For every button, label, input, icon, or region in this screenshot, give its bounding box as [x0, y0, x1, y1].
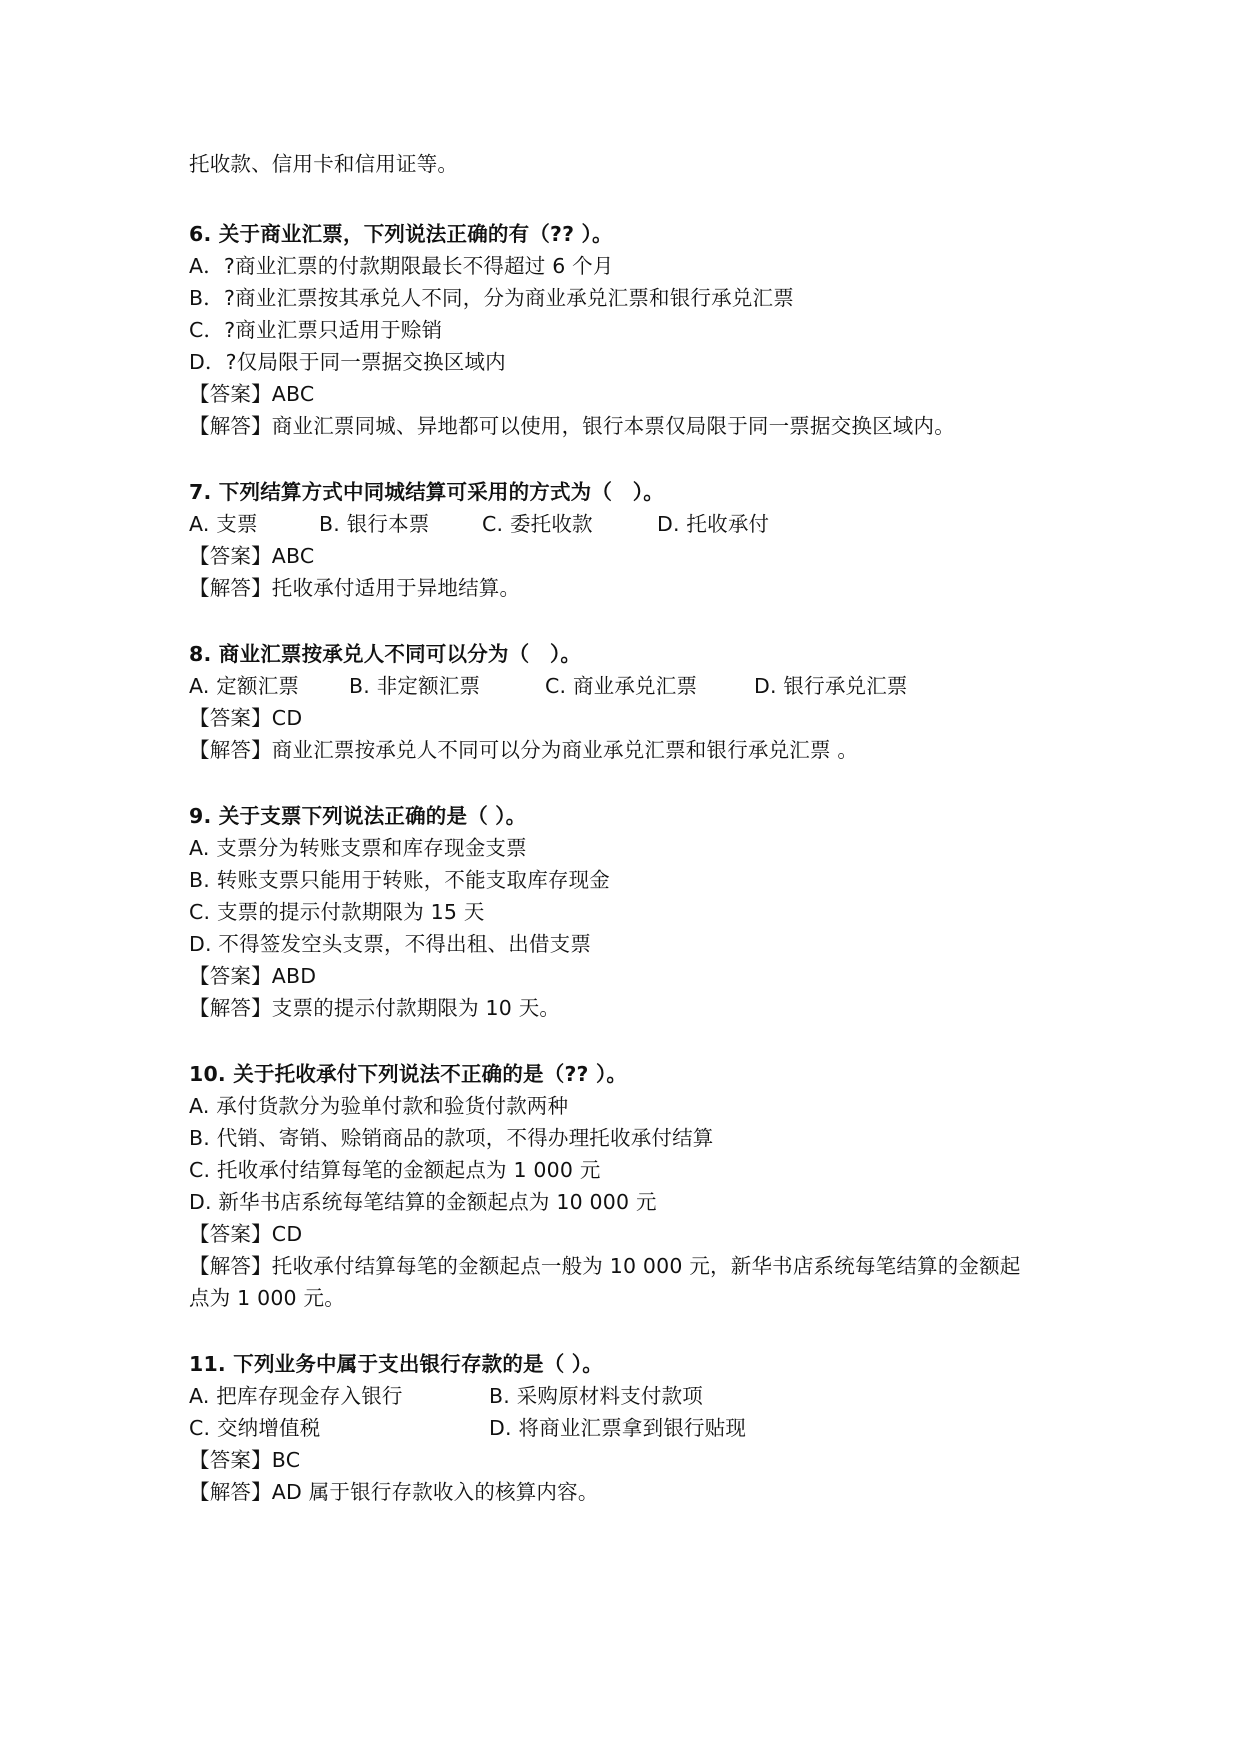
question-7-option-b: B. 银行本票	[319, 512, 430, 536]
question-11-option-b: B. 采购原材料支付款项	[489, 1384, 703, 1408]
question-6-option-d: D．?仅局限于同一票据交换区域内	[189, 350, 506, 374]
question-11-options-row-1	[189, 1382, 703, 1410]
question-10-option-d: D. 新华书店系统每笔结算的金额起点为 10 000 元	[189, 1190, 657, 1214]
question-10-answer: 【答案】CD	[189, 1222, 303, 1246]
question-9-title: 9. 关于支票下列说法正确的是（ ）。	[189, 804, 527, 828]
question-11-explanation: 【解答】AD 属于银行存款收入的核算内容。	[189, 1480, 599, 1504]
question-8-options-row	[189, 672, 908, 700]
question-10-explanation-line-1: 【解答】托收承付结算每笔的金额起点一般为 10 000 元，新华书店系统每笔结算的金额起	[189, 1254, 1021, 1278]
question-8-option-c: C. 商业承兑汇票	[545, 674, 698, 698]
question-8-option-b: B. 非定额汇票	[349, 674, 481, 698]
question-9-option-c: C. 支票的提示付款期限为 15 天	[189, 900, 485, 924]
question-8-answer: 【答案】CD	[189, 706, 303, 730]
question-6-title: 6. 关于商业汇票，下列说法正确的有（?? ）。	[189, 222, 613, 246]
question-6-answer: 【答案】ABC	[189, 382, 315, 406]
question-9-option-b: B. 转账支票只能用于转账，不能支取库存现金	[189, 868, 610, 892]
question-11-title: 11. 下列业务中属于支出银行存款的是（ ）。	[189, 1352, 603, 1376]
question-7-explanation: 【解答】托收承付适用于异地结算。	[189, 576, 521, 600]
question-10-title: 10. 关于托收承付下列说法不正确的是（?? ）。	[189, 1062, 628, 1086]
question-6-option-b: B．?商业汇票按其承兑人不同，分为商业承兑汇票和银行承兑汇票	[189, 286, 794, 310]
question-8-option-d: D. 银行承兑汇票	[754, 674, 908, 698]
question-6-option-c: C．?商业汇票只适用于赊销	[189, 318, 443, 342]
question-7-option-d: D. 托收承付	[657, 512, 770, 536]
question-7-title: 7. 下列结算方式中同城结算可采用的方式为（ ）。	[189, 480, 664, 504]
question-10-option-c: C. 托收承付结算每笔的金额起点为 1 000 元	[189, 1158, 601, 1182]
question-7-option-a: A. 支票	[189, 512, 258, 536]
question-11-options-row-2	[189, 1414, 746, 1442]
question-8-option-a: A. 定额汇票	[189, 674, 300, 698]
question-10-option-b: B. 代销、寄销、赊销商品的款项，不得办理托收承付结算	[189, 1126, 714, 1150]
intro-tail-text: 托收款、信用卡和信用证等。	[189, 152, 459, 176]
question-7-option-c: C. 委托收款	[482, 512, 593, 536]
question-11-option-a: A. 把库存现金存入银行	[189, 1384, 403, 1408]
question-9-option-d: D. 不得签发空头支票，不得出租、出借支票	[189, 932, 592, 956]
question-8-title: 8. 商业汇票按承兑人不同可以分为（ ）。	[189, 642, 582, 666]
question-10-explanation-line-2: 点为 1 000 元。	[189, 1286, 345, 1310]
question-8-explanation: 【解答】商业汇票按承兑人不同可以分为商业承兑汇票和银行承兑汇票 。	[189, 738, 859, 762]
question-11-answer: 【答案】BC	[189, 1448, 301, 1472]
question-10-option-a: A. 承付货款分为验单付款和验货付款两种	[189, 1094, 569, 1118]
question-9-explanation: 【解答】支票的提示付款期限为 10 天。	[189, 996, 561, 1020]
question-6-explanation: 【解答】商业汇票同城、异地都可以使用，银行本票仅局限于同一票据交换区域内。	[189, 414, 955, 438]
question-9-answer: 【答案】ABD	[189, 964, 317, 988]
question-11-option-d: D. 将商业汇票拿到银行贴现	[489, 1416, 747, 1440]
question-11-option-c: C. 交纳增值税	[189, 1416, 321, 1440]
question-9-option-a: A. 支票分为转账支票和库存现金支票	[189, 836, 527, 860]
question-6-option-a: A．?商业汇票的付款期限最长不得超过 6 个月	[189, 254, 614, 278]
question-7-answer: 【答案】ABC	[189, 544, 315, 568]
question-7-options-row	[189, 510, 769, 538]
